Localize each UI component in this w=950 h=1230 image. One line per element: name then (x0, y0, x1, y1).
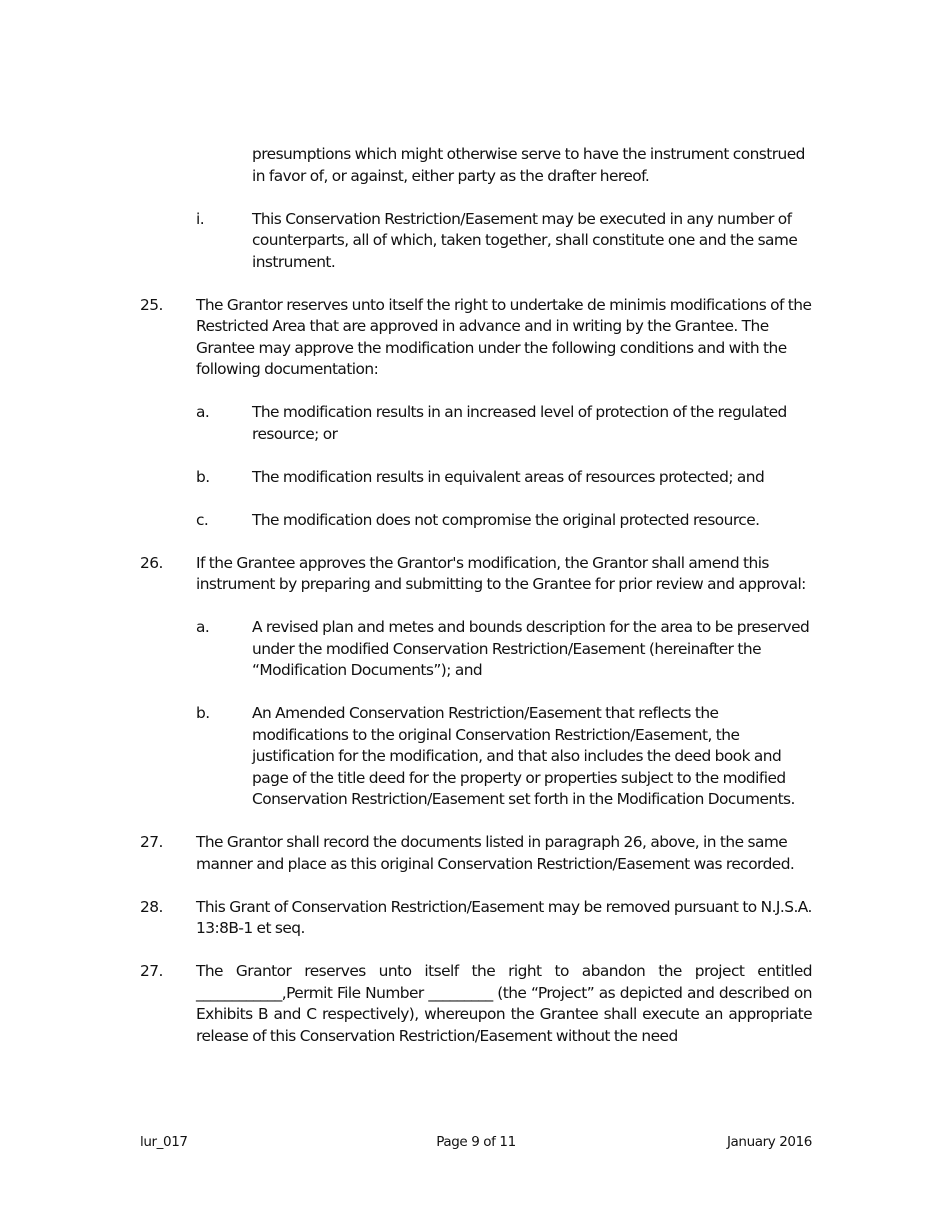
paragraph-26 (140, 553, 812, 596)
document-body (140, 144, 812, 1047)
subparagraph-25a (140, 402, 812, 445)
subparagraph-26b (140, 703, 812, 811)
subparagraph-26a (140, 617, 812, 682)
subparagraph-number: b. (196, 704, 210, 722)
paragraph-text: The Grantor shall record the documents listed in paragraph 26, above, in the same manner and place as this original Conservation Restriction/Easement was recorded. (196, 833, 795, 873)
subparagraph-text: An Amended Conservation Restriction/Easement that reflects the modifications to the original Conservation Restriction/Easement, the justification for the modification, and that also includes the deed book and page of the title deed for the property or properties subject to the modified Conservation Restriction/Easement set forth in the Modification Documents. (252, 704, 795, 808)
subparagraph-i (140, 209, 812, 274)
page-footer (140, 1134, 812, 1154)
paragraph-text: If the Grantee approves the Grantor's modification, the Grantor shall amend this instrument by preparing and submitting to the Grantee for prior review and approval: (196, 553, 806, 593)
paragraph-number: 26. (140, 553, 163, 572)
subparagraph-number: c. (196, 510, 209, 529)
paragraph-number: 28. (140, 897, 163, 916)
footer-date: January 2016 (726, 1134, 812, 1150)
footer-form-id: lur_017 (140, 1134, 188, 1150)
footer-page-number: Page 9 of 11 (436, 1134, 516, 1150)
subparagraph-text: This Conservation Restriction/Easement may be executed in any number of counterparts, all of which, taken together, shall constitute one and the same instrument. (252, 209, 798, 271)
subparagraph-number: a. (196, 618, 210, 636)
subparagraph-text: A revised plan and metes and bounds description for the area to be preserved under the modified Conservation Restriction/Easement (hereinafter the “Modification Documents”); and (252, 618, 810, 679)
paragraph-number: 27. (140, 962, 163, 980)
paragraph-27-abandon (140, 961, 812, 1047)
paragraph-text: The Grantor reserves unto itself the right to undertake de minimis modifications of the Restricted Area that are approved in advance and in writing by the Grantee. The Grantee may approve the modification under the following conditions and with the following documentation: (196, 295, 812, 378)
subparagraph-continuation (140, 144, 812, 187)
subparagraph-number: b. (196, 467, 210, 486)
subparagraph-text: The modification does not compromise the original protected resource. (252, 510, 760, 529)
paragraph-27 (140, 832, 812, 875)
paragraph-25 (140, 295, 812, 381)
paragraph-number: 27. (140, 833, 163, 851)
subparagraph-25b (140, 467, 812, 489)
paragraph-number: 25. (140, 295, 163, 314)
subparagraph-number: i. (196, 209, 205, 228)
subparagraph-25c (140, 510, 812, 532)
paragraph-text: This Grant of Conservation Restriction/Easement may be removed pursuant to N.J.S.A. 13:8B-1 et seq. (196, 897, 812, 937)
subparagraph-text: presumptions which might otherwise serve to have the instrument construed in favor of, or against, either party as the drafter hereof. (252, 145, 805, 185)
subparagraph-number: a. (196, 403, 210, 421)
paragraph-text: The Grantor reserves unto itself the right to abandon the project entitled ____________,Permit File Number _________ (the “Project” as depicted and described on Exhibits B and C respectively), whereupon the Grantee shall execute an appropriate release of this Conservation Restriction/Easement without the need (196, 962, 812, 1045)
subparagraph-text: The modification results in equivalent areas of resources protected; and (252, 467, 765, 486)
subparagraph-text: The modification results in an increased level of protection of the regulated resource; or (252, 403, 787, 443)
paragraph-28 (140, 897, 812, 940)
